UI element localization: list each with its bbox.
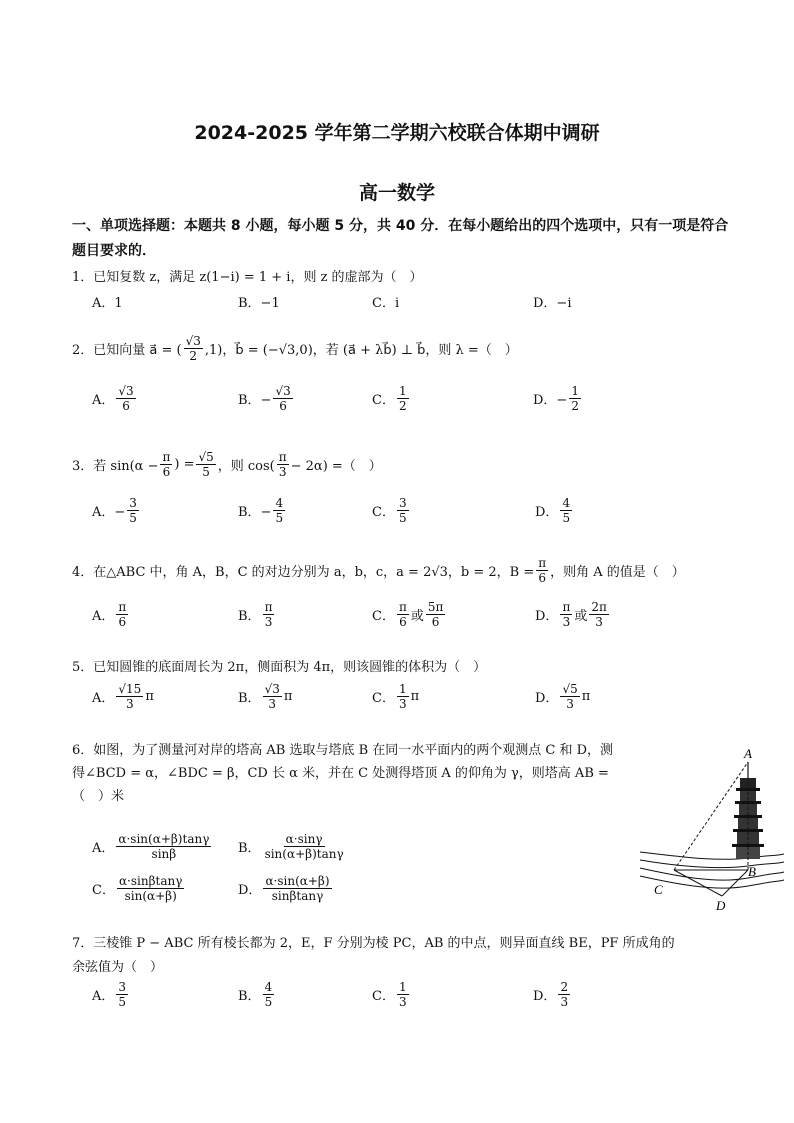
q2-stem-frac-den: 2 [189,349,198,363]
q6-line-2: 得∠BCD = α，∠BDC = β，CD 长 α 米，并在 C 处测得塔顶 A 的仰角为 γ，则塔高 AB = [72,766,609,781]
q4-six: 6 [538,571,546,585]
q3-six: 6 [162,465,171,479]
q4-a-label: A． [92,609,115,624]
q2-d-den: 2 [571,399,579,413]
q5-d-num: √5 [562,682,578,696]
q2-b-frac [273,384,292,413]
q3-b-label: B．− [238,505,272,520]
q3-stem-pre: 3．若 sin(α − [72,459,159,474]
q4-stem [72,556,685,585]
q2-d-label: D．− [533,393,568,408]
q4-c-den2: 6 [431,615,440,629]
river-bank-upper-2 [640,860,784,868]
q2-b-label: B．− [238,393,272,408]
q7-d-num: 2 [560,980,569,994]
q7-b-num: 4 [264,980,273,994]
q5-a-label: A． [92,691,115,706]
q3-b-num: 4 [275,496,284,510]
q4-a-frac [116,600,128,629]
q4-d-or: 或 [574,609,588,624]
q3-a-num: 3 [129,496,137,510]
q2-option-b[interactable] [238,384,295,413]
q6-a-num: α·sin(α+β)tanγ [118,832,210,846]
q6-b-label: B． [238,841,261,856]
label-B: B [748,864,756,879]
q7-d-label: D． [533,989,557,1004]
q5-b-den: 3 [268,697,277,711]
q7-a-frac [116,980,128,1009]
q2-c-frac [397,384,409,413]
q6-c-den: sin(α+β) [124,889,177,903]
subject-title: 高一数学 [358,182,435,204]
q3-stem [72,450,382,479]
q3-three: 3 [278,465,287,479]
q2-stem-pre: 2．已知向量 a⃗ = ( [72,343,182,358]
q3-d-den: 5 [562,511,571,525]
q2-c-den: 2 [398,399,407,413]
q5-b-frac [263,682,282,711]
section-heading: 一、单项选择题：本题共 8 小题，每小题 5 分，共 40 分．在每小题给出的四个选项中，只有一项是符合题目要求的． [72,218,729,259]
q2-a-num: √3 [118,384,134,398]
label-A: A [744,746,752,761]
q1-option-d[interactable]: D．−i [533,296,572,311]
q3-c-frac [397,496,409,525]
q4-d-num1: π [562,600,571,614]
q6-d-label: D． [238,883,262,898]
q2-d-frac [569,384,581,413]
q3-d-label: D． [535,505,559,520]
q5-a-num: √15 [118,682,142,696]
q3-frac-s5 [196,450,215,479]
q5-d-label: D． [535,691,559,706]
q4-d-frac1 [560,600,572,629]
q7-c-den: 3 [398,995,407,1009]
q1-option-b[interactable]: B．−1 [238,296,280,311]
q7-b-den: 5 [264,995,273,1009]
q7-b-label: B． [238,989,261,1004]
q3-b-den: 5 [275,511,284,525]
q4-a-den: 6 [118,615,127,629]
q6-d-den: sinβtanγ [271,889,324,903]
q4-pi: π [538,556,547,570]
q6-c-num: α·sinβtanγ [118,874,183,888]
q5-b-label: B． [238,691,261,706]
q6-tower-figure [636,744,786,914]
q4-frac-pi6 [536,556,548,585]
q4-d-frac2 [589,600,609,629]
q2-c-num: 1 [398,384,407,398]
q5-option-d[interactable] [535,682,590,711]
q6-b-frac [263,832,346,861]
label-D: D [716,898,726,913]
q4-option-b[interactable] [238,600,276,629]
q2-option-d[interactable] [533,384,583,413]
q3-s5: √5 [198,450,214,464]
q3-frac-pi6 [160,450,172,479]
q4-c-den1: 6 [399,615,407,629]
q5-d-pi: π [581,689,591,704]
q3-stem-mid2: ，则 cos( [217,459,275,474]
q4-d-den2: 3 [595,615,603,629]
q2-d-num: 1 [571,384,579,398]
q7-option-b[interactable] [238,980,276,1009]
q4-b-num: π [264,600,273,614]
q7-option-c[interactable] [372,980,411,1009]
q6-d-num: α·sin(α+β) [265,874,330,888]
q2-stem-frac-num: √3 [185,334,201,348]
q5-a-den: 3 [126,697,134,711]
q5-a-frac [116,682,143,711]
q6-line-3: （ ）米 [72,789,125,804]
q7-option-a[interactable] [92,980,130,1009]
q2-b-den: 6 [279,399,287,413]
q5-c-pi: π [410,689,420,704]
q3-a-frac [127,496,139,525]
q2-stem-frac [184,334,203,363]
q4-c-label: C． [372,609,395,624]
q4-d-den1: 3 [562,615,571,629]
q2-b-num: √3 [275,384,291,398]
q7-line-2: 余弦值为（ ） [72,960,164,975]
q6-option-b[interactable] [238,832,348,861]
q2-option-c[interactable] [372,384,411,413]
q6-a-frac [116,832,211,861]
q4-option-d[interactable] [535,600,611,629]
label-C: C [654,882,663,897]
q6-option-c[interactable] [92,874,186,903]
q3-d-num: 4 [562,496,571,510]
q6-b-den: sin(α+β)tanγ [264,847,344,861]
q3-pi: π [162,450,171,464]
q4-option-a[interactable] [92,600,130,629]
river-bank-upper [640,852,784,859]
q4-c-num2: 5π [427,600,444,614]
q4-b-frac [263,600,275,629]
q4-d-num2: 2π [591,600,607,614]
q4-c-or: 或 [410,609,424,624]
q3-option-c[interactable] [372,496,411,525]
q4-c-frac1 [397,600,409,629]
q7-line-1: 7．三棱锥 P − ABC 所有棱长都为 2，E，F 分别为棱 PC，AB 的中点，则异面直线 BE，PF 所成角的 [72,936,675,951]
q5-c-frac [397,682,409,711]
q4-a-num: π [118,600,127,614]
q4-option-c[interactable] [372,600,447,629]
q4-stem-pre: 4．在△ABC 中，角 A，B，C 的对边分别为 a，b，c，a = 2√3，b = 2，B = [72,565,535,580]
q3-option-b[interactable] [238,496,287,525]
q3-c-den: 5 [398,511,407,525]
q7-c-num: 1 [398,980,407,994]
q5-c-num: 1 [398,682,407,696]
q3-stem-mid: ) = [174,457,195,472]
q3-five: 5 [202,465,210,479]
q3-c-label: C． [372,505,395,520]
q5-d-frac [560,682,579,711]
q5-stem: 5．已知圆锥的底面周长为 2π，侧面积为 4π，则该圆锥的体积为（ ） [72,660,487,675]
q6-option-d[interactable] [238,874,334,903]
q1-stem: 1．已知复数 z，满足 z(1−i) = 1 + i，则 z 的虚部为（ ） [72,270,423,285]
q3-a-den: 5 [129,511,137,525]
q5-b-pi: π [283,689,293,704]
q5-option-b[interactable] [238,682,292,711]
q3-a-label: A．− [92,505,126,520]
q5-a-pi: π [145,689,154,704]
q4-c-num1: π [398,600,407,614]
page-title: 2024-2025 学年第二学期六校联合体期中调研 [194,122,600,144]
q7-a-den: 5 [118,995,127,1009]
q3-d-frac [560,496,572,525]
q3-c-num: 3 [398,496,407,510]
q1-option-a[interactable]: A．1 [92,296,123,311]
q6-d-frac [263,874,331,903]
q6-a-label: A． [92,841,115,856]
q2-a-den: 6 [122,399,130,413]
q4-b-label: B． [238,609,261,624]
line-DB [722,870,748,896]
q5-option-a[interactable] [92,682,154,711]
q2-stem-mid: ,1)，b⃗ = (−√3,0)，若 (a⃗ + λb⃗) ⊥ b⃗，则 λ =（ ） [204,343,518,358]
q7-option-d[interactable] [533,980,572,1009]
q6-c-frac [117,874,184,903]
q7-d-den: 3 [560,995,569,1009]
q7-a-label: A． [92,989,115,1004]
q4-b-den: 3 [264,615,273,629]
q3-option-d[interactable] [535,496,574,525]
q2-a-label: A． [92,393,115,408]
q3-pi-2: π [278,450,287,464]
q5-c-label: C． [372,691,395,706]
q3-stem-end: − 2α) =（ ） [290,459,382,474]
q5-option-c[interactable] [372,682,419,711]
q3-b-frac [273,496,285,525]
q5-b-num: √3 [264,682,280,696]
q4-stem-end: ，则角 A 的值是（ ） [550,565,685,580]
q3-frac-pi3 [277,450,289,479]
q2-a-frac [116,384,135,413]
q5-c-den: 3 [398,697,407,711]
q6-line-1: 6．如图，为了测量河对岸的塔高 AB 选取与塔底 B 在同一水平面内的两个观测点 C 和 D，测 [72,743,614,758]
q6-c-label: C． [92,883,115,898]
q7-a-num: 3 [118,980,127,994]
q7-b-frac [263,980,275,1009]
q2-c-label: C． [372,393,395,408]
q1-option-c[interactable]: C．i [372,296,400,311]
line-CD [674,870,722,896]
q6-option-a[interactable] [92,832,213,861]
q3-option-a[interactable] [92,496,141,525]
q4-c-frac2 [426,600,446,629]
q4-d-label: D． [535,609,559,624]
q7-c-label: C． [372,989,395,1004]
q7-d-frac [558,980,570,1009]
q7-c-frac [397,980,409,1009]
q6-b-num: α·sinγ [285,832,323,846]
q2-stem [72,334,518,363]
q6-a-den: sinβ [151,847,177,861]
q2-option-a[interactable] [92,384,138,413]
q5-d-den: 3 [566,697,574,711]
